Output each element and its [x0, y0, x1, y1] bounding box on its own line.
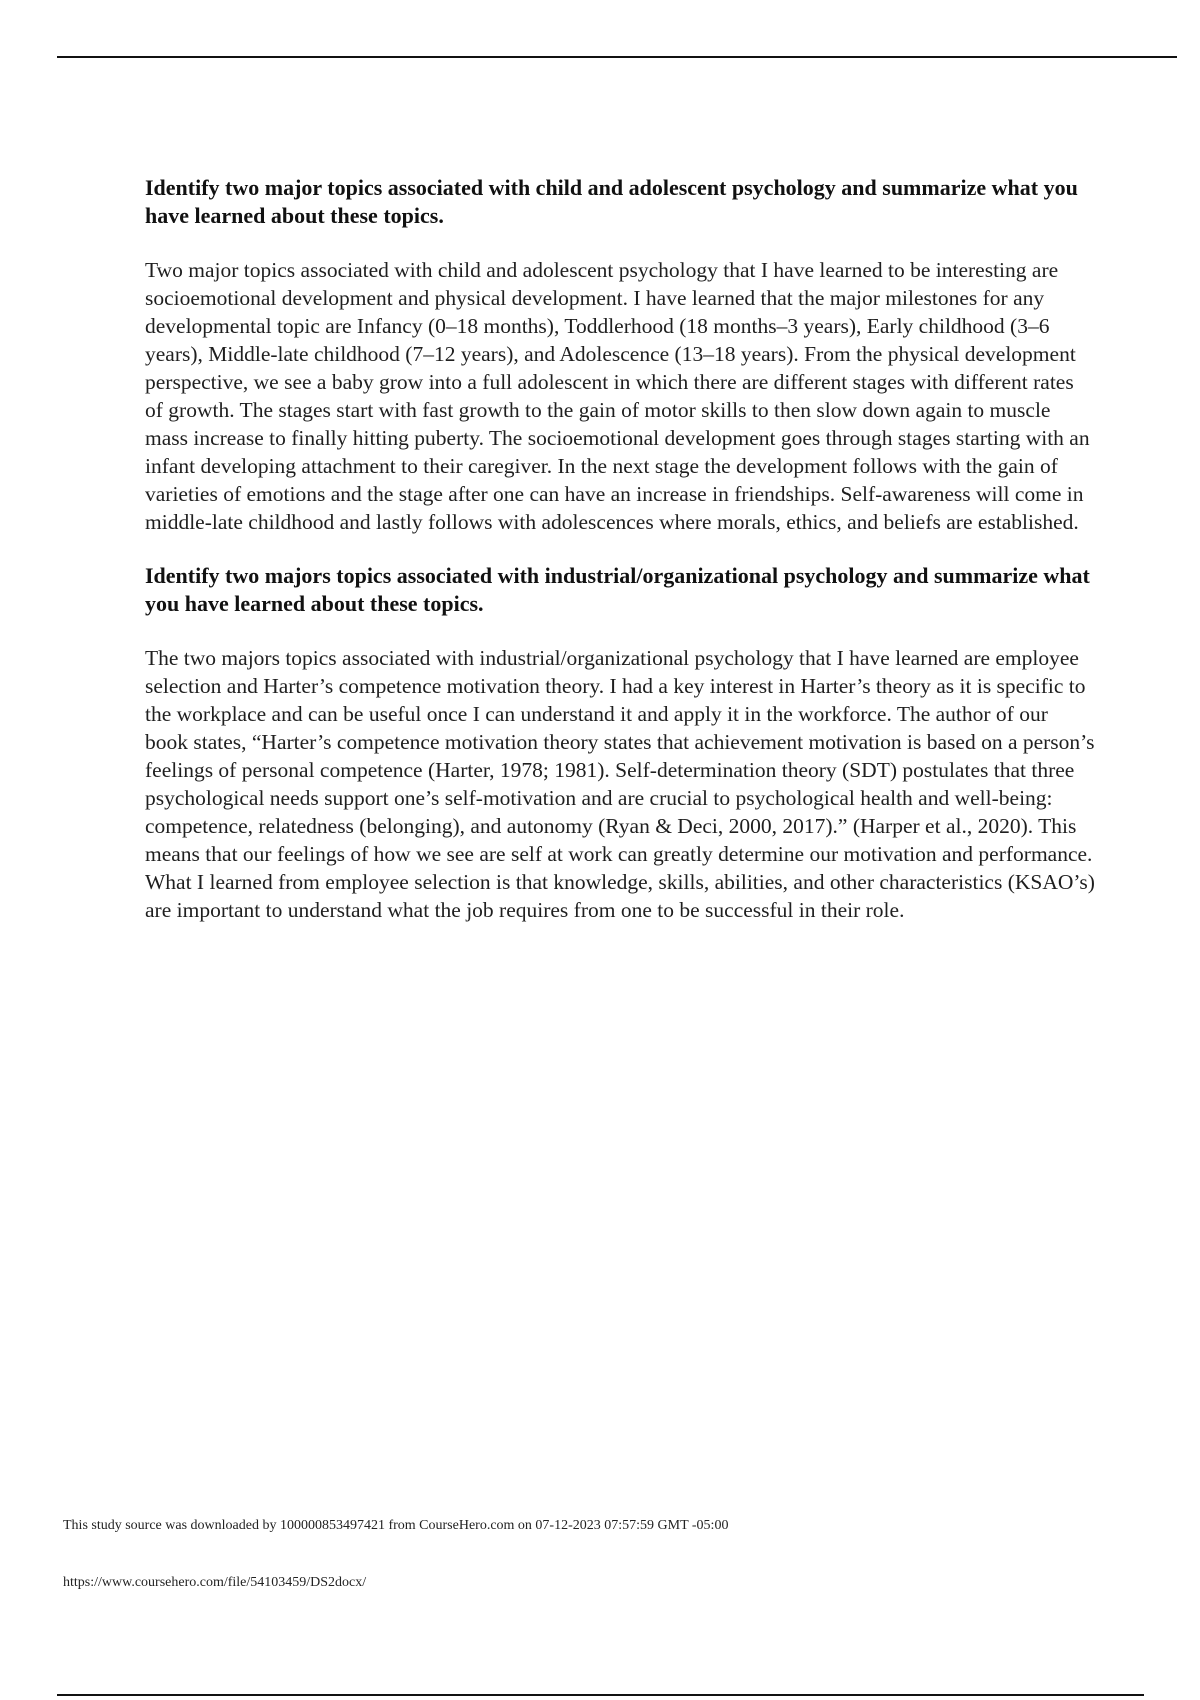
- document-content: [145, 174, 1095, 950]
- section-body-industrial-organizational: The two majors topics associated with industrial/organizational psychology that I have learned are employee selection and Harter’s competence motivation theory. I had a key interest in Harter’s theory as it is specific to the workplace and can be useful once I can understand it and apply it in the workforce. The author of our book states, “Harter’s competence motivation theory states that achievement motivation is based on a person’s feelings of personal competence (Harter, 1978; 1981). Self-determination theory (SDT) postulates that three psychological needs support one’s self-motivation and are crucial to psychological health and well-being: competence, relatedness (belonging), and autonomy (Ryan & Deci, 2000, 2017).” (Harper et al., 2020). This means that our feelings of how we see are self at work can greatly determine our motivation and performance. What I learned from employee selection is that knowledge, skills, abilities, and other characteristics (KSAO’s) are important to understand what the job requires from one to be successful in their role.: [145, 646, 1095, 922]
- download-source-note: This study source was downloaded by 100000853497421 from CourseHero.com on 07-12-2023 07:57:59 GMT -05:00: [63, 1518, 729, 1533]
- section-body-child-adolescent: Two major topics associated with child and adolescent psychology that I have learned to be interesting are socioemotional development and physical development. I have learned that the major milestones for any developmental topic are Infancy (0–18 months), Toddlerhood (18 months–3 years), Early childhood (3–6 years), Middle-late childhood (7–12 years), and Adolescence (13–18 years). From the physical development perspective, we see a baby grow into a full adolescent in which there are different stages with different rates of growth. The stages start with fast growth to the gain of motor skills to then slow down again to muscle mass increase to finally hitting puberty. The socioemotional development goes through stages starting with an infant developing attachment to their caregiver. In the next stage the development follows with the gain of varieties of emotions and the stage after one can have an increase in friendships. Self-awareness will come in middle-late childhood and lastly follows with adolescences where morals, ethics, and beliefs are established.: [145, 258, 1090, 534]
- top-rule: [57, 56, 1177, 58]
- bottom-rule: [57, 1694, 1144, 1696]
- source-url[interactable]: https://www.coursehero.com/file/54103459/DS2docx/: [63, 1575, 367, 1590]
- section-heading-industrial-organizational: Identify two majors topics associated with industrial/organizational psychology and summarize what you have learned about these topics.: [145, 563, 1090, 616]
- section-heading-child-adolescent: Identify two major topics associated with child and adolescent psychology and summarize what you have learned about these topics.: [145, 175, 1078, 228]
